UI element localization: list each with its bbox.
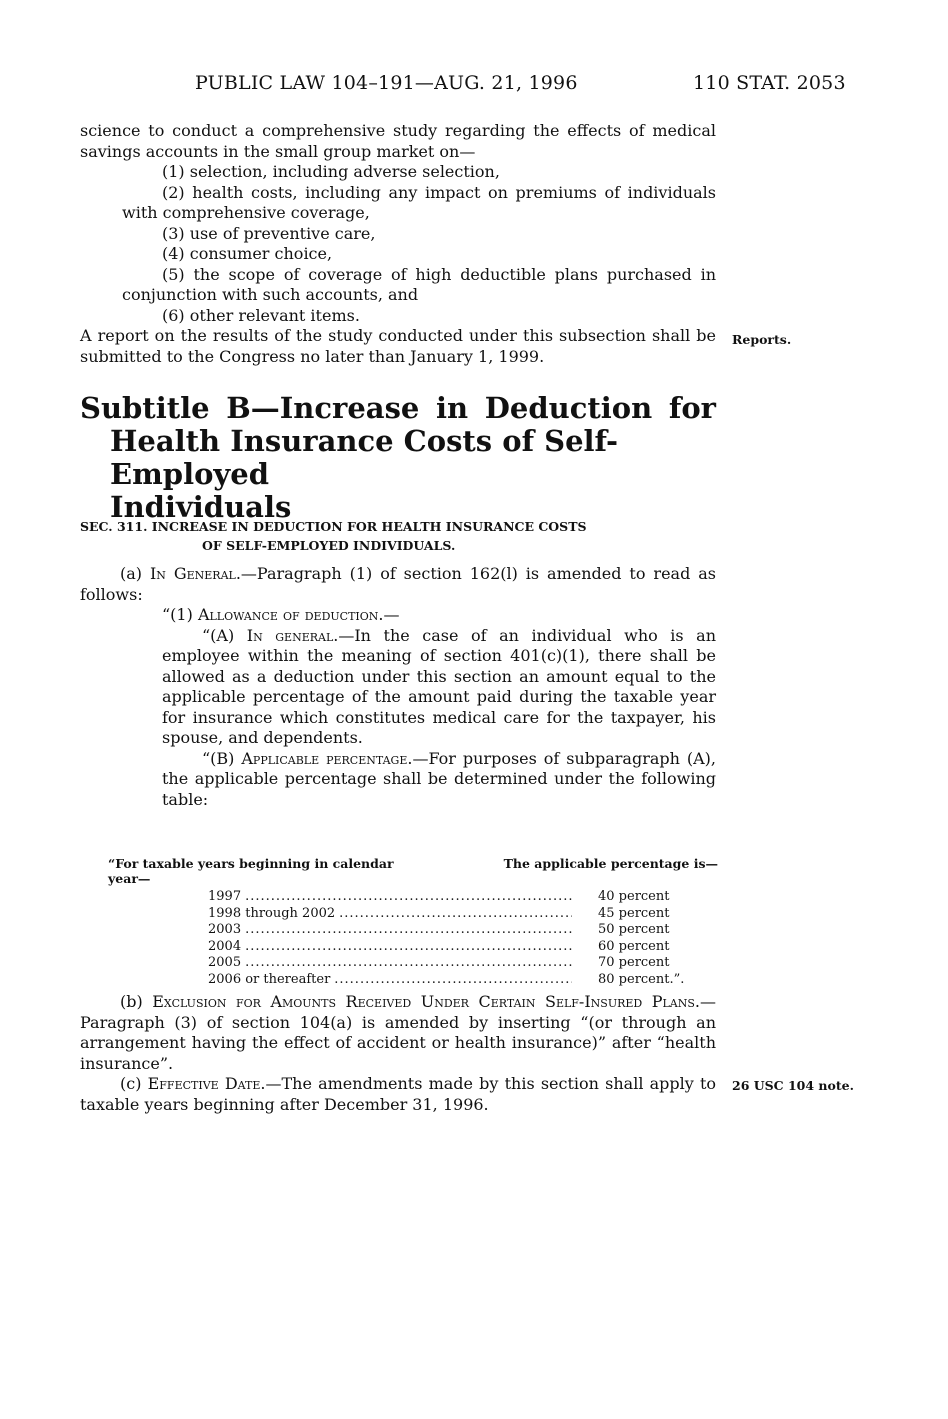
table-cell-year: 2006 or thereafter: [208, 971, 331, 987]
subparagraph-B-lead: “(B): [202, 748, 242, 768]
report-paragraph: A report on the results of the study conducted under this subsection shall be submitted to the Congress no later than January 1, 1999.: [80, 326, 716, 366]
subtitle-line-2: Health Insurance Costs of Self-Employed: [110, 424, 619, 491]
subsection-c-lead: (c): [120, 1074, 148, 1093]
table-cell-year: 1998 through 2002: [208, 905, 336, 921]
subsection-a-body: .—Paragraph (1) of section 162(l) is amended to read as follows:: [80, 564, 716, 604]
table-row: [208, 972, 698, 989]
section-heading: [80, 517, 716, 555]
subtitle-word: Subtitle: [80, 391, 210, 425]
table-cell-year: 2005: [208, 955, 242, 970]
table-cell-percentage: 80 percent.”.: [598, 971, 685, 987]
table-cell-percentage: 45 percent: [598, 905, 670, 921]
table-cell-percentage: 50 percent: [598, 922, 670, 937]
subparagraph-A-body: .—In the case of an individual who is an employee within the meaning of section 401(c)(1), there shall be allowed as a deduction under this section an amount equal to the applicable percentage of the amount paid during the taxable year for insurance which constitutes medical care for the taxpayer, his spouse, and dependents.: [162, 625, 717, 747]
table-cell-percentage: 60 percent: [598, 938, 670, 954]
subparagraph-A: [80, 626, 716, 749]
study-intro: science to conduct a comprehensive study regarding the effects of medical savings accounts in the small group market on—: [80, 121, 716, 161]
subtitle-word: B—Increase: [226, 391, 420, 425]
leader-dots: [245, 889, 572, 906]
table-column-year-header: “For taxable years beginning in calendar year—: [108, 856, 394, 886]
margin-note-reports: Reports.: [732, 332, 792, 347]
table-cell-percentage: 70 percent: [598, 955, 670, 970]
subtitle-line-3: Individuals: [110, 490, 292, 524]
subsections-b-c: [80, 992, 716, 1115]
leader-dots: [334, 972, 572, 989]
table-row: [208, 955, 698, 972]
subtitle-word: Deduction: [484, 391, 653, 425]
margin-note-usc: 26 USC 104 note.: [732, 1078, 854, 1093]
leader-dots: [245, 922, 572, 939]
subsection-b: [80, 992, 716, 1074]
subsection-a-heading: In General: [149, 564, 236, 583]
paragraph-1-lead: “(1): [162, 605, 198, 624]
subsection-a: [80, 564, 716, 810]
table-cell-year: 2004: [208, 938, 242, 954]
subsection-c-heading: Effective Date: [147, 1074, 261, 1093]
subtitle-heading: [80, 392, 716, 524]
leader-dots: [339, 906, 572, 923]
section-heading-line-2: OF SELF-EMPLOYED INDIVIDUALS.: [202, 538, 456, 553]
study-item-2: (2) health costs, including any impact on premiums of individuals with comprehensive coverage,: [122, 182, 716, 222]
subsection-a-lead: (a): [120, 564, 150, 583]
subparagraph-B-body: .—For purposes of subparagraph (A), the applicable percentage shall be determined under the following table:: [162, 748, 717, 809]
subtitle-line-1: [80, 392, 716, 425]
study-item-4: (4) consumer choice,: [162, 244, 333, 263]
subsection-a-text: [80, 564, 716, 605]
study-text-block: [80, 121, 716, 367]
subsection-b-heading: Exclusion for Amounts Received Under Certain Self-Insured Plans: [152, 992, 695, 1011]
subtitle-word: for: [668, 391, 716, 425]
table-column-percentage-header: The applicable percentage is—: [503, 856, 718, 871]
table-row: [208, 922, 698, 939]
section-heading-line-1: SEC. 311. INCREASE IN DEDUCTION FOR HEALTH INSURANCE COSTS: [80, 519, 587, 534]
running-header-title: PUBLIC LAW 104–191—AUG. 21, 1996: [195, 72, 578, 94]
study-item-6: (6) other relevant items.: [162, 305, 360, 325]
subsection-b-lead: (b): [120, 992, 153, 1011]
paragraph-1-title: Allowance of deduction: [197, 605, 379, 624]
leader-dots: [245, 939, 572, 956]
subparagraph-A-lead: “(A): [202, 625, 247, 645]
study-item-5: (5) the scope of coverage of high deductible plans purchased in conjunction with such accounts, and: [122, 264, 716, 304]
table-row: [208, 906, 698, 923]
percentage-table: [208, 889, 698, 988]
paragraph-1-tail: .—: [378, 605, 400, 624]
subsection-b-body: .—Paragraph (3) of section 104(a) is amended by inserting “(or through an arrangement having the effect of accident or health insurance)” after “health insurance”.: [80, 992, 716, 1073]
table-row: [208, 889, 698, 906]
study-item-1: (1) selection, including adverse selection,: [162, 162, 500, 181]
subparagraph-B-heading: Applicable percentage: [241, 748, 408, 768]
study-item-3: (3) use of preventive care,: [162, 223, 376, 243]
table-cell-year: 1997: [208, 889, 242, 904]
table-cell-year: 2003: [208, 922, 242, 937]
subparagraph-B: [80, 749, 716, 811]
subsection-c: [80, 1074, 716, 1115]
table-cell-percentage: 40 percent: [598, 889, 670, 904]
leader-dots: [245, 955, 572, 972]
subtitle-word: in: [436, 391, 469, 425]
table-row: [208, 939, 698, 956]
subparagraph-A-heading: In general: [246, 625, 334, 645]
running-header-page: 110 STAT. 2053: [693, 72, 846, 94]
paragraph-1-heading: [80, 605, 716, 626]
subsection-c-body: .—The amendments made by this section shall apply to taxable years beginning after December 31, 1996.: [80, 1074, 717, 1114]
